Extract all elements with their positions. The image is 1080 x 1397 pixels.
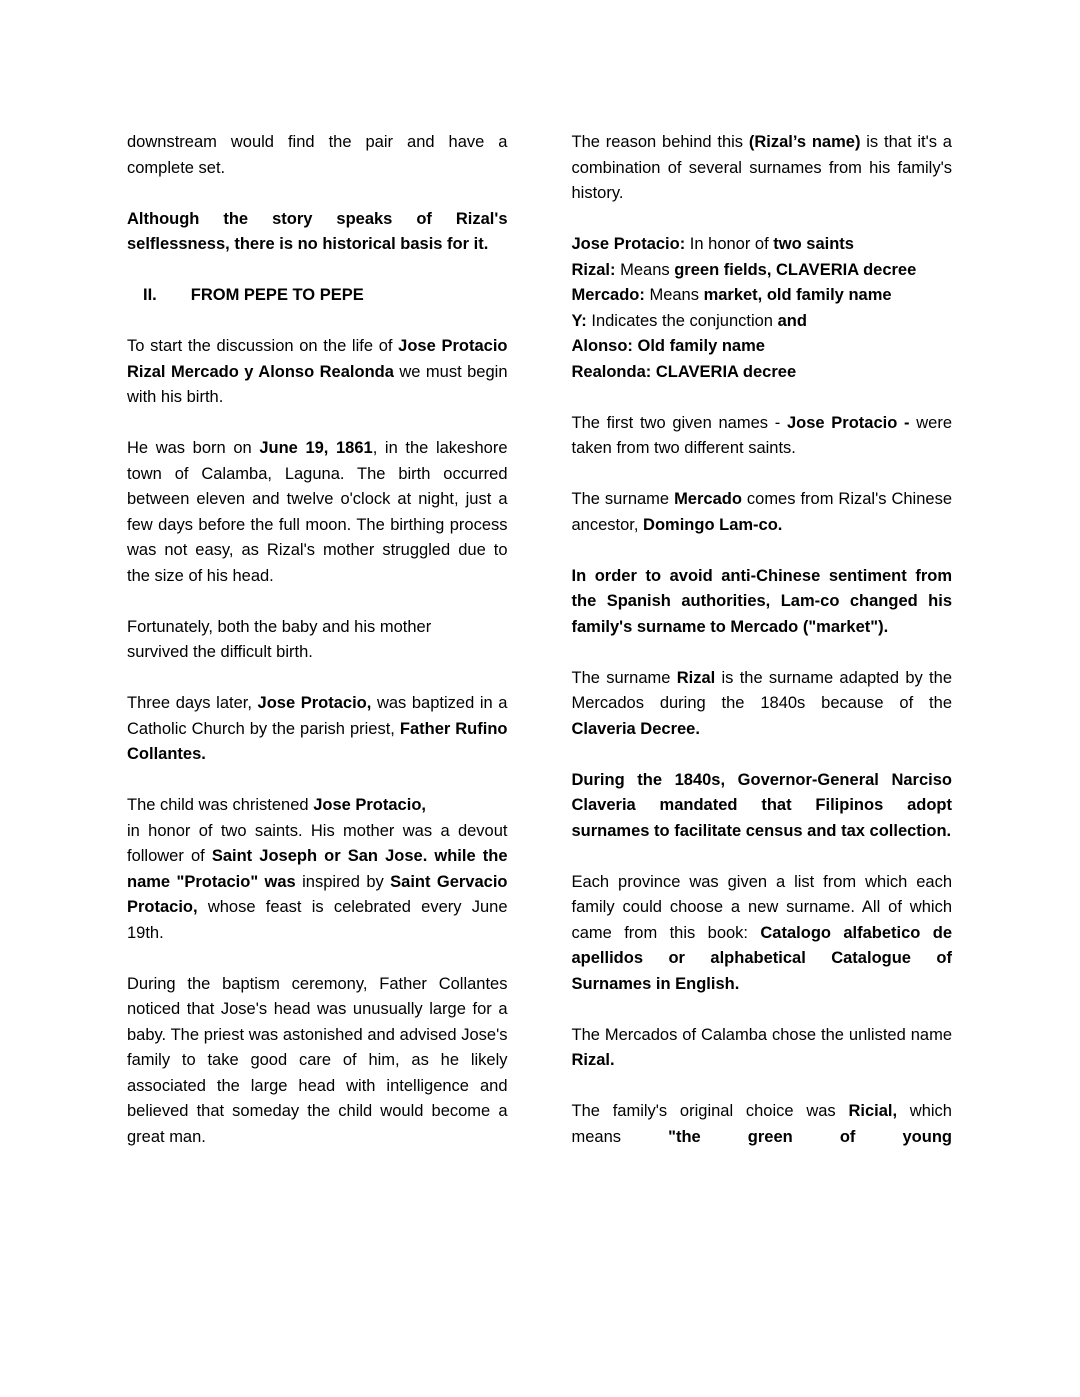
- text-run: were taken from two different saints.: [571, 413, 952, 457]
- paragraph: [572, 870, 953, 998]
- text-run: was baptized in a Catholic Church by the parish priest,: [127, 694, 508, 738]
- bold-text-run: Father Rufino Collantes.: [127, 719, 508, 763]
- bold-text-run: and: [777, 311, 807, 330]
- text-run: Three days later,: [127, 694, 258, 712]
- bold-text-run: Y:: [571, 311, 587, 330]
- bold-text-run: (Rizal’s name): [748, 133, 861, 151]
- text-run: whose feast is celebrated every June 19th.: [127, 898, 508, 942]
- text-run: we must begin with his birth.: [127, 362, 508, 406]
- text-run: The family's original choice was: [571, 1102, 849, 1120]
- column-right: [572, 130, 953, 1357]
- bold-text-run: Mercado: [674, 490, 742, 508]
- bold-text-run: Jose Protacio Rizal Mercado y Alonso Realonda: [127, 337, 508, 381]
- bold-text-run: Although the story speaks of Rizal's selflessness, there is no historical basis for it.: [127, 209, 508, 253]
- paragraph: [127, 334, 508, 411]
- bold-text-run: Catalogo alfabetico de apellidos or alphabetical Catalogue of Surnames in English.: [571, 923, 952, 993]
- bold-text-run: green fields, CLAVERIA decree: [674, 260, 917, 279]
- bold-text-run: Saint Gervacio Protacio,: [127, 872, 508, 916]
- text-run: To start the discussion on the life of: [127, 337, 399, 355]
- bold-text-run: Rizal:: [571, 260, 616, 279]
- paragraph: [572, 1099, 953, 1150]
- text-run: comes from Rizal's Chinese ancestor,: [571, 490, 952, 534]
- bold-text-run: Domingo Lam-co.: [643, 515, 783, 534]
- text-run: downstream would find the pair and have a complete set.: [127, 133, 508, 177]
- paragraph: [572, 487, 953, 538]
- bold-text-run: Rizal: [676, 668, 716, 687]
- text-run: The first two given names -: [571, 413, 787, 432]
- text-run: Each province was given a list from which each family could choose a new surname. All of which came from this book:: [571, 872, 952, 942]
- bold-text-run: Saint Joseph or San Jose. while the name "Protacio" was: [127, 847, 508, 891]
- text-run: The reason behind this: [571, 133, 749, 151]
- column-left: [127, 130, 508, 1357]
- paragraph: [127, 691, 508, 768]
- paragraph: [572, 232, 953, 385]
- text-run: The child was christened: [127, 796, 314, 814]
- bold-text-run: Alonso: Old family name: [571, 337, 765, 355]
- text-run: Means: [615, 260, 675, 279]
- text-run: , in the lakeshore town of Calamba, Laguna. The birth occurred between eleven and twelve o'clock at night, just a few days before the full moon. The birthing process was not easy, as Rizal's mother struggled due to the size of his head.: [127, 439, 508, 585]
- text-run: is the surname adapted by the Mercados during the 1840s because of the: [571, 668, 952, 712]
- paragraph: [572, 130, 953, 207]
- paragraph: [572, 564, 953, 641]
- paragraph: [572, 411, 953, 462]
- paragraph: [127, 793, 508, 946]
- text-run: During the baptism ceremony, Father Collantes noticed that Jose's head was unusually large for a baby. The priest was astonished and advised Jose's family to take good care of him, as he likely associated the large head with intelligence and believed that someday the child would become a great man.: [127, 974, 508, 1146]
- text-run: In honor of: [685, 235, 774, 253]
- text-run: Means: [644, 286, 704, 304]
- bold-text-run: During the 1840s, Governor-General Narciso Claveria mandated that Filipinos adopt surnames to facilitate census and tax collection.: [571, 770, 952, 840]
- text-run: The surname: [571, 668, 677, 687]
- paragraph: [127, 207, 508, 258]
- paragraph: [572, 666, 953, 743]
- text-run: The surname: [571, 490, 675, 508]
- paragraph: [127, 615, 508, 666]
- bold-text-run: II.: [143, 286, 157, 304]
- section-heading: [127, 283, 508, 309]
- text-run: inspired by: [295, 872, 391, 891]
- bold-text-run: FROM PEPE TO PEPE: [190, 286, 364, 304]
- text-run: which means: [571, 1102, 952, 1146]
- paragraph: [127, 972, 508, 1151]
- bold-text-run: Jose Protacio:: [571, 235, 686, 253]
- bold-text-run: June 19, 1861: [259, 439, 373, 457]
- text-run: is that it's a combination of several surnames from his family's history.: [571, 133, 952, 202]
- bold-text-run: In order to avoid anti-Chinese sentiment from the Spanish authorities, Lam-co changed his family's surname to Mercado ("market").: [571, 566, 952, 636]
- bold-text-run: Rizal.: [571, 1051, 615, 1069]
- bold-text-run: Jose Protacio -: [786, 413, 910, 432]
- paragraph: [572, 768, 953, 845]
- bold-text-run: Jose Protacio,: [257, 694, 372, 712]
- paragraph: [127, 436, 508, 589]
- text-run: The Mercados of Calamba chose the unlisted name: [571, 1025, 952, 1044]
- text-run: He was born on: [127, 439, 260, 457]
- text-run: in honor of two saints. His mother was a devout follower of: [127, 821, 508, 865]
- bold-text-run: market, old family name: [703, 286, 892, 304]
- bold-text-run: two saints: [773, 235, 854, 253]
- text-run: survived the difficult birth.: [127, 643, 313, 661]
- bold-text-run: "the green of young: [668, 1127, 952, 1146]
- text-run: Fortunately, both the baby and his mother: [127, 617, 432, 636]
- bold-text-run: Jose Protacio,: [313, 796, 426, 814]
- paragraph: [572, 1023, 953, 1074]
- paragraph: [127, 130, 508, 181]
- bold-text-run: Mercado:: [571, 286, 645, 304]
- text-run: Indicates the conjunction: [586, 311, 778, 330]
- bold-text-run: Ricial,: [848, 1102, 898, 1120]
- bold-text-run: Realonda: CLAVERIA decree: [571, 362, 797, 381]
- bold-text-run: Claveria Decree.: [571, 719, 700, 738]
